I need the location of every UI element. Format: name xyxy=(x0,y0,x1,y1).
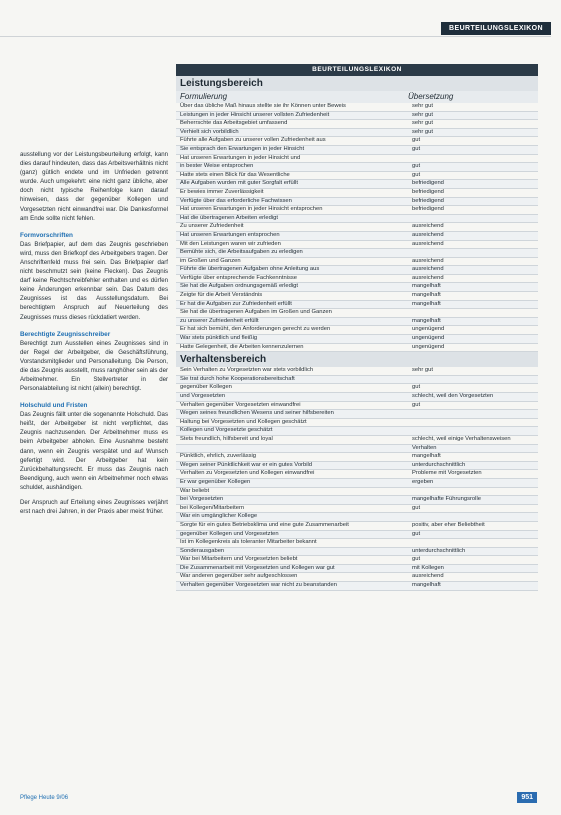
row-uebersetzung: befriedigend xyxy=(412,188,444,195)
section-text-holschuld: Das Zeugnis fällt unter die sogenannte Holschuld. Das heißt, der Arbeitgeber ist nicht verpflichtet, das Zeugnis nachzusenden. Der Arbeitnehmer muss es beim Arbeitgeber abholen. Eine Ausnahme besteht dann, wenn ein Zeugnis verspätet und auf Wunsch gefertigt wird. Der Arbeitgeber hat kein Zurückbehaltungsrecht. Er muss das Zeugnis nach Beendigung, auch wenn ein Arbeitnehmer noch etwas schuldet, aushändigen. xyxy=(20,411,168,491)
row-formulierung: Führte alle Aufgaben zu unserer vollen Zufriedenheit aus xyxy=(180,137,326,144)
row-uebersetzung xyxy=(402,215,538,223)
table-row xyxy=(176,479,538,488)
row-uebersetzung: ausreichend xyxy=(412,231,444,238)
table-row xyxy=(176,367,538,376)
row-formulierung: Verhalten gegenüber Vorgesetzten war nicht zu beanstanden xyxy=(180,582,337,589)
table-row xyxy=(176,129,538,138)
row-formulierung: Leistungen in jeder Hinsicht unserer vollsten Zufriedenheit xyxy=(180,111,330,118)
row-uebersetzung: sehr gut xyxy=(412,111,433,118)
row-formulierung: Er war gegenüber Kollegen xyxy=(180,478,251,485)
row-uebersetzung: ungenügend xyxy=(412,335,445,342)
row-formulierung: Zeigte für die Arbeit Verständnis xyxy=(180,292,263,299)
row-uebersetzung: mit Kollegen xyxy=(412,564,444,571)
section-text-formvorschriften: Das Briefpapier, auf dem das Zeugnis geschrieben wird, muss den Briefkopf des Arbeitgebers tragen. Der Anschriftenfeld muss frei sein. Das Briefpapier darf nicht beschmutzt sein (keine Flecken). Das Zeugnis darf keine Rechtschreibfehler enthalten und es dürfen keine Änderungen erkennbar sein. Das Datum des Zeugnisses ist das Ausstellungsdatum. Bei berechtigtem Anspruch auf Neuerteilung des Zeugnisses muss dieses rückdatiert werden. xyxy=(20,240,168,321)
column-header xyxy=(176,91,538,103)
table-row xyxy=(176,548,538,557)
row-uebersetzung xyxy=(402,513,538,521)
row-formulierung: Sie entsprach den Erwartungen in jeder Hinsicht xyxy=(180,145,305,152)
row-uebersetzung: sehr gut xyxy=(412,103,433,109)
row-formulierung: Verhalten gegenüber Vorgesetzten einwandfrei xyxy=(180,401,301,408)
table-row xyxy=(176,556,538,565)
table-row xyxy=(176,393,538,402)
row-formulierung: bei Kollegen/Mitarbeitern xyxy=(180,504,245,511)
row-formulierung: gegenüber Kollegen xyxy=(180,384,232,391)
table-row xyxy=(176,496,538,505)
table-row xyxy=(176,384,538,393)
row-formulierung: War anderen gegenüber sehr aufgeschlossen xyxy=(180,573,298,580)
row-formulierung: Hat die übertragenen Arbeiten erledigt xyxy=(180,214,278,221)
table-row xyxy=(176,376,538,385)
row-uebersetzung xyxy=(402,376,538,384)
row-uebersetzung: mangelhaft xyxy=(412,283,441,290)
footer-source: Pflege Heute 9/06 xyxy=(20,795,69,801)
row-uebersetzung: gut xyxy=(412,145,421,152)
table-row xyxy=(176,120,538,129)
col-uebersetzung: Übersetzung xyxy=(408,92,454,101)
row-formulierung: Zu unserer Zufriedenheit xyxy=(180,223,244,230)
row-uebersetzung: ausreichend xyxy=(412,274,444,281)
row-uebersetzung: mangelhaft xyxy=(412,582,441,589)
row-uebersetzung: schlecht, weil den Vorgesetzten xyxy=(412,393,494,399)
row-uebersetzung: mangelhafte Führungsrolle xyxy=(412,496,481,503)
section-text-zeugnisschreiber: Berechtigt zum Ausstellen eines Zeugnisses sind in der Regel der Arbeitgeber, die Geschäftsführung, Vorstandsmitglieder und Personalleitung. Die Person, die das Zeugnis ausstellt, muss ranghöher sein als der Arbeitnehmer. Ein Stellvertreter in der Personalabteilung ist nicht (allein) berechtigt. xyxy=(20,339,168,393)
table-row xyxy=(176,462,538,471)
row-formulierung: War ein umgänglicher Kollege xyxy=(180,513,258,520)
row-formulierung: Sie hat die übertragenen Aufgaben im Großen und Ganzen xyxy=(180,309,332,316)
row-formulierung: Stets freundlich, hilfsbereit und loyal xyxy=(180,435,273,442)
row-uebersetzung: ausreichend xyxy=(412,266,444,273)
row-uebersetzung xyxy=(402,155,538,163)
row-formulierung: Wegen seines freundlichen Wesens und seiner hilfsbereiten xyxy=(180,410,334,417)
row-formulierung: Er hat die Aufgaben zur Zufriedenheit erfüllt xyxy=(180,300,292,307)
row-uebersetzung: mangelhaft xyxy=(412,292,441,299)
table-row xyxy=(176,172,538,181)
row-formulierung: Kollegen und Vorgesetzte geschätzt xyxy=(180,427,273,434)
table-row xyxy=(176,292,538,301)
row-uebersetzung: ungenügend xyxy=(412,326,445,333)
row-formulierung: Sein Verhalten zu Vorgesetzten war stets vorbildlich xyxy=(180,367,314,374)
row-formulierung: Alle Aufgaben wurden mit guter Sorgfalt erfüllt xyxy=(180,180,298,187)
table-row xyxy=(176,112,538,121)
row-uebersetzung xyxy=(402,427,538,435)
row-formulierung: Wegen seiner Pünktlichkeit war er ein gutes Vorbild xyxy=(180,461,313,468)
row-formulierung: Er hat sich bemüht, den Anforderungen gerecht zu werden xyxy=(180,326,331,333)
row-formulierung: Die Zusammenarbeit mit Vorgesetzten und Kollegen war gut xyxy=(180,564,335,571)
table-row xyxy=(176,539,538,548)
row-formulierung: War stets pünktlich und fleißig xyxy=(180,335,258,342)
row-uebersetzung: Verhalten xyxy=(412,444,437,451)
row-uebersetzung: sehr gut xyxy=(412,128,433,135)
row-formulierung: Verfügte über das erforderliche Fachwissen xyxy=(180,197,292,204)
row-formulierung: Hatte stets einen Blick für das Wesentliche xyxy=(180,171,290,178)
table-row xyxy=(176,258,538,267)
row-formulierung: bei Vorgesetzten xyxy=(180,496,224,503)
table-row xyxy=(176,419,538,428)
section-title-formvorschriften: Formvorschriften xyxy=(20,231,73,239)
table-row xyxy=(176,427,538,436)
row-uebersetzung: gut xyxy=(412,556,421,563)
row-formulierung: gegenüber Kollegen und Vorgesetzten xyxy=(180,530,279,537)
table-row xyxy=(176,470,538,479)
table-row xyxy=(176,565,538,574)
table-row xyxy=(176,275,538,284)
row-formulierung: und Vorgesetzten xyxy=(180,393,226,399)
table-row xyxy=(176,436,538,445)
row-formulierung: Hat unseren Erwartungen entsprochen xyxy=(180,231,280,238)
row-formulierung: zu unserer Zufriedenheit erfüllt xyxy=(180,317,259,324)
top-rule xyxy=(0,36,551,37)
table-row xyxy=(176,309,538,318)
row-formulierung: Hatte Gelegenheit, die Arbeiten kennenzulernen xyxy=(180,343,304,350)
row-formulierung: Haltung bei Vorgesetzten und Kollegen geschätzt xyxy=(180,418,307,425)
row-uebersetzung: mangelhaft xyxy=(412,317,441,324)
row-uebersetzung xyxy=(402,419,538,427)
row-formulierung: in bester Weise entsprochen xyxy=(180,163,254,170)
table-row xyxy=(176,573,538,582)
row-uebersetzung: sehr gut xyxy=(412,367,433,374)
row-uebersetzung: unterdurchschnittlich xyxy=(412,461,466,468)
table-row xyxy=(176,283,538,292)
row-formulierung: Sie hat die Aufgaben ordnungsgemäß erledigt xyxy=(180,283,298,290)
left-column xyxy=(20,150,168,522)
verhalten-title: Verhaltensbereich xyxy=(176,352,538,367)
table-row xyxy=(176,326,538,335)
row-formulierung: Verfügte über entsprechende Fachkenntnisse xyxy=(180,274,297,281)
row-formulierung: Beherrschte das Arbeitsgebiet umfassend xyxy=(180,120,288,127)
row-uebersetzung: gut xyxy=(412,384,421,391)
verhalten-rows xyxy=(176,367,538,590)
row-formulierung: im Großen und Ganzen xyxy=(180,257,241,264)
row-formulierung: Sorgte für ein gutes Betriebsklima und eine gute Zusammenarbeit xyxy=(180,521,349,528)
row-uebersetzung xyxy=(402,410,538,418)
row-uebersetzung: gut xyxy=(412,504,421,511)
row-formulierung: Bemühte sich, die Arbeitsaufgaben zu erledigen xyxy=(180,249,303,256)
row-uebersetzung: befriedigend xyxy=(412,197,444,204)
col-formulierung: Formulierung xyxy=(180,92,228,101)
table-row xyxy=(176,410,538,419)
row-uebersetzung: schlecht, weil einige Verhaltensweisen xyxy=(412,435,511,442)
table-row xyxy=(176,137,538,146)
panel-header: BEURTEILUNGSLEXIKON xyxy=(176,64,538,76)
row-uebersetzung xyxy=(402,309,538,317)
row-formulierung xyxy=(176,445,402,453)
table-row xyxy=(176,505,538,514)
row-formulierung: Hat unseren Erwartungen in jeder Hinsicht und xyxy=(180,154,301,161)
table-row xyxy=(176,103,538,112)
section-title-holschuld: Holschuld und Fristen xyxy=(20,402,88,410)
row-formulierung: War beliebt xyxy=(180,487,210,494)
table-row xyxy=(176,198,538,207)
row-uebersetzung xyxy=(402,249,538,257)
row-uebersetzung: unterdurchschnittlich xyxy=(412,547,466,554)
table-row xyxy=(176,402,538,411)
table-row xyxy=(176,163,538,172)
leistung-title: Leistungsbereich xyxy=(176,76,538,91)
table-row xyxy=(176,522,538,531)
row-uebersetzung: gut xyxy=(412,171,421,178)
row-uebersetzung: ergeben xyxy=(412,478,434,485)
row-uebersetzung: ausreichend xyxy=(412,573,444,580)
row-uebersetzung xyxy=(402,539,538,547)
row-uebersetzung: ausreichend xyxy=(412,257,444,264)
row-formulierung: Führte die übertragenen Aufgaben ohne Anleitung aus xyxy=(180,266,320,273)
table-row xyxy=(176,241,538,250)
table-row xyxy=(176,531,538,540)
intro-paragraph: ausstellung vor der Leistungsbeurteilung erfolgt, kann dies darauf hindeuten, dass das Arbeitsverhältnis nicht (ganz) gütlich endete und im Unfrieden getrennt wurde. Auch umgekehrt: eine nicht ganz übliche, aber doch nicht typische Reihenfolge kann darauf hinweisen, dass der gegenüber Kollegen und Vorgesetzten nicht einwandfrei war. Die Dankesformel am Ende sollte nicht fehlen. xyxy=(20,151,168,222)
table-row xyxy=(176,344,538,353)
table-row xyxy=(176,335,538,344)
row-uebersetzung: gut xyxy=(412,163,421,170)
table-row xyxy=(176,232,538,241)
row-formulierung: Sonderausgaben xyxy=(180,547,225,554)
row-formulierung: Pünktlich, ehrlich, zuverlässig xyxy=(180,453,257,460)
table-row xyxy=(176,206,538,215)
row-formulierung: Mit den Leistungen waren wir zufrieden xyxy=(180,240,281,247)
section-text-verjaehrung: Der Anspruch auf Erteilung eines Zeugnisses verjährt erst nach drei Jahren, in der Praxis aber meist früher. xyxy=(20,499,168,516)
beurteilung-panel xyxy=(176,64,538,591)
row-formulierung: Er bewies immer Zuverlässigkeit xyxy=(180,188,264,195)
table-row xyxy=(176,301,538,310)
row-uebersetzung: ausreichend xyxy=(412,223,444,230)
page-number: 951 xyxy=(517,792,537,803)
row-formulierung: War bei Mitarbeitern und Vorgesetzten beliebt xyxy=(180,556,298,563)
table-row xyxy=(176,445,538,454)
row-formulierung: Sie trat durch hohe Kooperationsbereitschaft xyxy=(180,375,295,382)
table-row xyxy=(176,453,538,462)
row-formulierung: Über das übliche Maß hinaus stellte sie ihr Können unter Beweis xyxy=(180,103,346,109)
row-uebersetzung: befriedigend xyxy=(412,180,444,187)
row-uebersetzung: Probleme mit Vorgesetzten xyxy=(412,470,482,477)
table-row xyxy=(176,582,538,591)
table-row xyxy=(176,513,538,522)
row-uebersetzung: ungenügend xyxy=(412,343,445,350)
row-uebersetzung: gut xyxy=(412,530,421,537)
row-uebersetzung: gut xyxy=(412,137,421,144)
table-row xyxy=(176,318,538,327)
row-uebersetzung: befriedigend xyxy=(412,206,444,213)
leistung-rows xyxy=(176,103,538,352)
row-formulierung: Verhalten zu Vorgesetzten und Kollegen einwandfrei xyxy=(180,470,315,477)
row-uebersetzung: positiv, aber eher Beliebtheit xyxy=(412,521,485,528)
row-uebersetzung: mangelhaft xyxy=(412,300,441,307)
row-uebersetzung: gut xyxy=(412,401,421,408)
row-formulierung: Hat unseren Erwartungen in jeder Hinsicht entsprochen xyxy=(180,206,323,213)
table-row xyxy=(176,249,538,258)
row-uebersetzung: mangelhaft xyxy=(412,453,441,460)
row-formulierung: Verhielt sich vorbildlich xyxy=(180,128,239,135)
table-row xyxy=(176,146,538,155)
table-row xyxy=(176,215,538,224)
section-title-zeugnisschreiber: Berechtigte Zeugnisschreiber xyxy=(20,330,111,338)
table-row xyxy=(176,266,538,275)
row-uebersetzung: sehr gut xyxy=(412,120,433,127)
table-row xyxy=(176,223,538,232)
table-row xyxy=(176,155,538,164)
row-uebersetzung: ausreichend xyxy=(412,240,444,247)
table-row xyxy=(176,189,538,198)
table-row xyxy=(176,488,538,497)
section-tab: BEURTEILUNGSLEXIKON xyxy=(441,22,551,35)
row-uebersetzung xyxy=(402,488,538,496)
table-row xyxy=(176,180,538,189)
row-formulierung: Ist im Kollegenkreis als toleranter Mitarbeiter bekannt xyxy=(180,539,317,546)
